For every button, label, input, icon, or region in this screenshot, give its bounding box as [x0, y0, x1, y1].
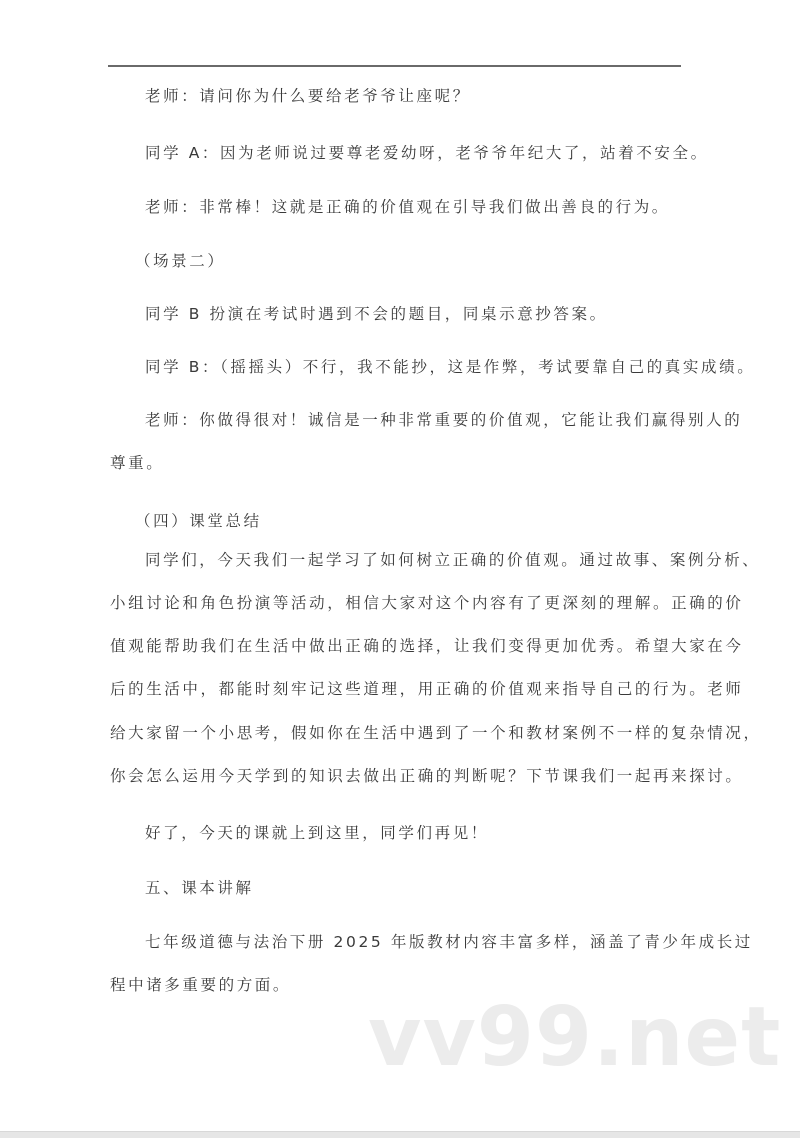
- dialogue-line: 老师：请问你为什么要给老爷爷让座呢？: [145, 87, 471, 105]
- header-rule: [108, 65, 681, 67]
- paragraph-line: 好了，今天的课就上到这里，同学们再见！: [145, 824, 489, 842]
- watermark: vv99.net: [368, 990, 782, 1085]
- paragraph-line: 值观能帮助我们在生活中做出正确的选择，让我们变得更加优秀。希望大家在今: [110, 637, 744, 655]
- scene-heading: （场景二）: [135, 252, 226, 270]
- dialogue-line: 老师：你做得很对！诚信是一种非常重要的价值观，它能让我们赢得别人的: [145, 411, 743, 429]
- paragraph-line: 给大家留一个小思考，假如你在生活中遇到了一个和教材案例不一样的复杂情况，: [110, 724, 762, 742]
- dialogue-line: 尊重。: [110, 454, 165, 472]
- section-heading: 五、课本讲解: [145, 879, 254, 897]
- paragraph-line: 你会怎么运用今天学到的知识去做出正确的判断呢？下节课我们一起再来探讨。: [110, 767, 744, 785]
- paragraph-line: 同学们，今天我们一起学习了如何树立正确的价值观。通过故事、案例分析、: [145, 551, 761, 569]
- dialogue-line: 老师：非常棒！这就是正确的价值观在引导我们做出善良的行为。: [145, 198, 670, 216]
- paragraph-line: 同学 B 扮演在考试时遇到不会的题目，同桌示意抄答案。: [145, 305, 608, 323]
- paragraph-line: 程中诸多重要的方面。: [110, 976, 292, 994]
- paragraph-line: 后的生活中，都能时刻牢记这些道理，用正确的价值观来指导自己的行为。老师: [110, 680, 744, 698]
- paragraph-line: 小组讨论和角色扮演等活动，相信大家对这个内容有了更深刻的理解。正确的价: [110, 594, 744, 612]
- dialogue-line: 同学 B：（摇摇头）不行，我不能抄，这是作弊，考试要靠自己的真实成绩。: [145, 358, 756, 376]
- dialogue-line: 同学 A：因为老师说过要尊老爱幼呀，老爷爷年纪大了，站着不安全。: [145, 144, 709, 162]
- section-heading: （四）课堂总结: [135, 512, 262, 530]
- paragraph-line: 七年级道德与法治下册 2025 年版教材内容丰富多样，涵盖了青少年成长过: [145, 933, 753, 951]
